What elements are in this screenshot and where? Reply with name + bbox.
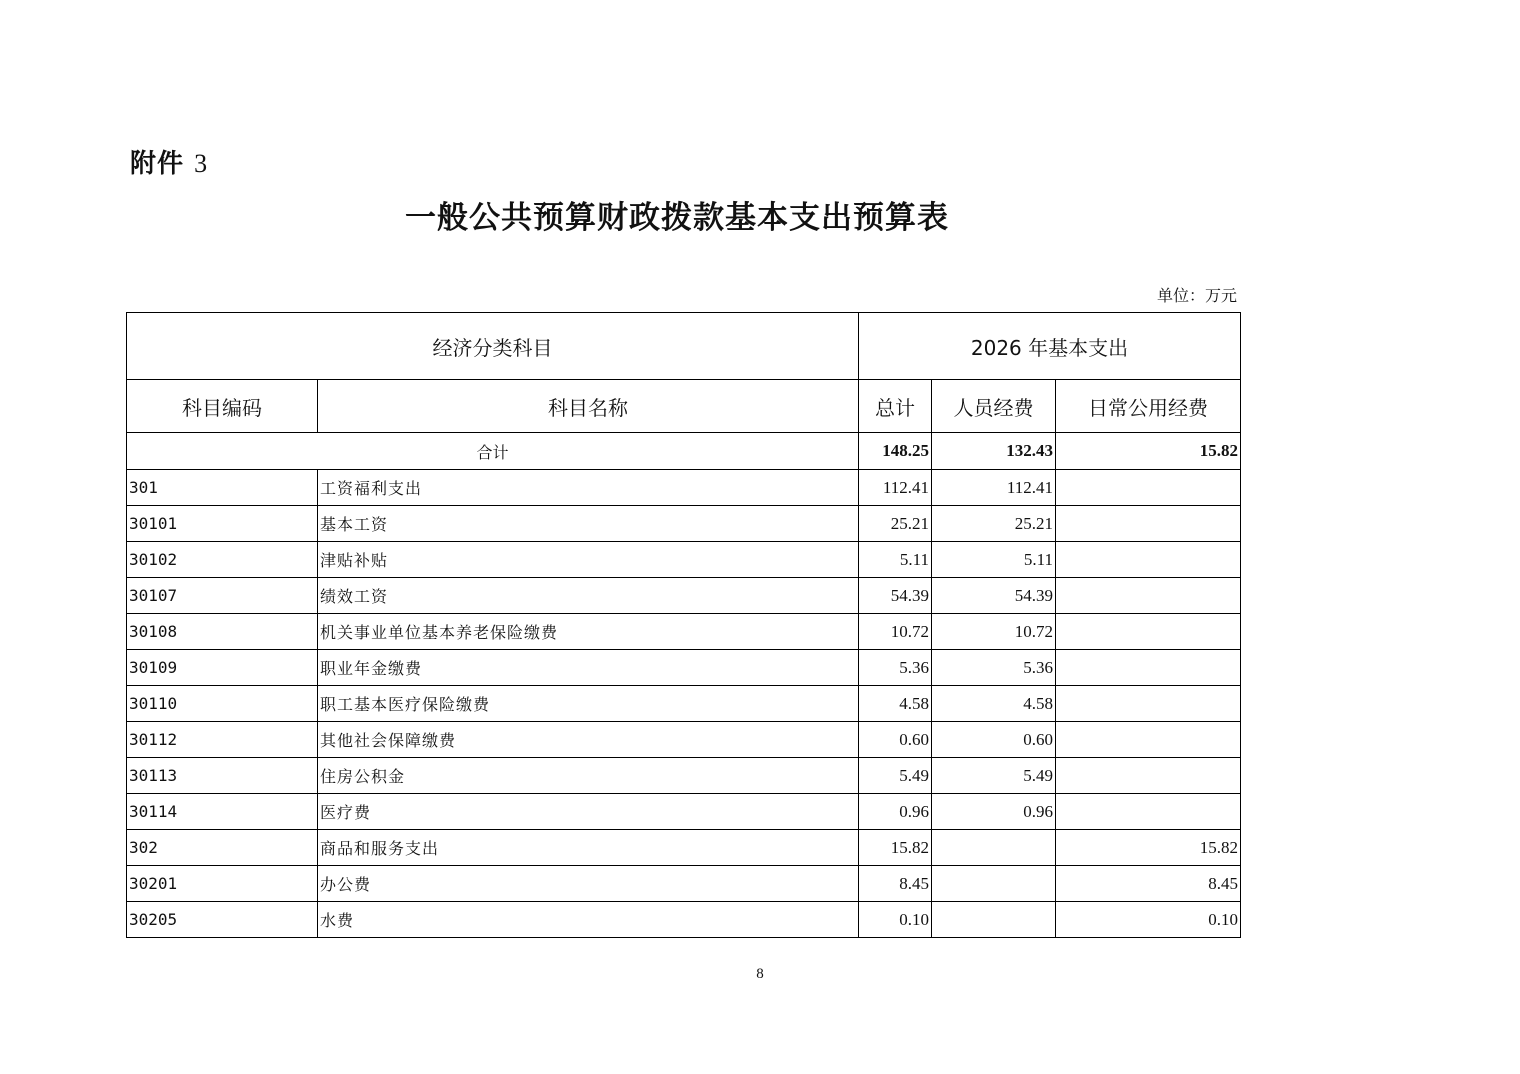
- table-row: [127, 794, 1241, 830]
- row-name: 工资福利支出: [318, 470, 859, 506]
- row-code: 30102: [127, 542, 318, 578]
- row-total: 4.58: [859, 686, 932, 722]
- row-public: [1056, 578, 1241, 614]
- row-total: 0.10: [859, 902, 932, 938]
- header-econ-category: 经济分类科目: [127, 313, 859, 380]
- table-row: [127, 506, 1241, 542]
- row-personnel: 25.21: [932, 506, 1056, 542]
- row-name: 基本工资: [318, 506, 859, 542]
- row-public: [1056, 758, 1241, 794]
- table-row: [127, 578, 1241, 614]
- attachment-label: [130, 143, 208, 180]
- header-total: 总计: [859, 380, 932, 433]
- attachment-text: 附件: [130, 149, 185, 179]
- row-total: 5.36: [859, 650, 932, 686]
- row-personnel: 10.72: [932, 614, 1056, 650]
- row-name: 医疗费: [318, 794, 859, 830]
- row-code: 30113: [127, 758, 318, 794]
- row-public: 0.10: [1056, 902, 1241, 938]
- table-row: [127, 758, 1241, 794]
- unit-label: 单位：万元: [1156, 286, 1237, 305]
- total-sum: 148.25: [859, 433, 932, 470]
- group-header-row: [127, 313, 1241, 380]
- table-row: [127, 542, 1241, 578]
- header-basic-expenditure: 2026 年基本支出: [859, 313, 1241, 380]
- row-personnel: 0.96: [932, 794, 1056, 830]
- row-code: 30101: [127, 506, 318, 542]
- row-public: 15.82: [1056, 830, 1241, 866]
- row-name: 职工基本医疗保险缴费: [318, 686, 859, 722]
- row-code: 30201: [127, 866, 318, 902]
- row-public: [1056, 614, 1241, 650]
- row-personnel: [932, 866, 1056, 902]
- table-row: [127, 902, 1241, 938]
- row-total: 54.39: [859, 578, 932, 614]
- row-total: 25.21: [859, 506, 932, 542]
- row-code: 30107: [127, 578, 318, 614]
- total-row: [127, 433, 1241, 470]
- row-total: 15.82: [859, 830, 932, 866]
- row-code: 302: [127, 830, 318, 866]
- row-name: 绩效工资: [318, 578, 859, 614]
- row-personnel: [932, 830, 1056, 866]
- row-public: [1056, 686, 1241, 722]
- budget-table: [126, 312, 1241, 938]
- row-name: 商品和服务支出: [318, 830, 859, 866]
- attachment-number: 3: [194, 149, 209, 178]
- row-total: 10.72: [859, 614, 932, 650]
- row-code: 30205: [127, 902, 318, 938]
- row-personnel: 0.60: [932, 722, 1056, 758]
- table-row: [127, 650, 1241, 686]
- table-row: [127, 866, 1241, 902]
- row-public: [1056, 506, 1241, 542]
- row-name: 办公费: [318, 866, 859, 902]
- row-code: 30110: [127, 686, 318, 722]
- row-name: 水费: [318, 902, 859, 938]
- row-public: [1056, 470, 1241, 506]
- row-public: [1056, 722, 1241, 758]
- row-total: 0.96: [859, 794, 932, 830]
- table-row: [127, 686, 1241, 722]
- header-name: 科目名称: [318, 380, 859, 433]
- table-row: [127, 722, 1241, 758]
- row-code: 30108: [127, 614, 318, 650]
- header-personnel: 人员经费: [932, 380, 1056, 433]
- row-code: 301: [127, 470, 318, 506]
- row-code: 30114: [127, 794, 318, 830]
- row-total: 112.41: [859, 470, 932, 506]
- row-personnel: 5.49: [932, 758, 1056, 794]
- page-title: 一般公共预算财政拨款基本支出预算表: [405, 200, 949, 236]
- column-header-row: [127, 380, 1241, 433]
- row-code: 30112: [127, 722, 318, 758]
- header-code: 科目编码: [127, 380, 318, 433]
- row-personnel: [932, 902, 1056, 938]
- row-total: 8.45: [859, 866, 932, 902]
- table-row: [127, 830, 1241, 866]
- page-number: 8: [756, 966, 764, 982]
- row-personnel: 54.39: [932, 578, 1056, 614]
- total-personnel: 132.43: [932, 433, 1056, 470]
- row-name: 津贴补贴: [318, 542, 859, 578]
- row-name: 职业年金缴费: [318, 650, 859, 686]
- row-code: 30109: [127, 650, 318, 686]
- table-row: [127, 614, 1241, 650]
- row-total: 5.11: [859, 542, 932, 578]
- row-personnel: 5.11: [932, 542, 1056, 578]
- total-label: 合计: [127, 433, 859, 470]
- row-name: 机关事业单位基本养老保险缴费: [318, 614, 859, 650]
- row-public: [1056, 542, 1241, 578]
- table-row: [127, 470, 1241, 506]
- row-personnel: 5.36: [932, 650, 1056, 686]
- row-public: 8.45: [1056, 866, 1241, 902]
- row-public: [1056, 650, 1241, 686]
- row-name: 其他社会保障缴费: [318, 722, 859, 758]
- row-name: 住房公积金: [318, 758, 859, 794]
- row-total: 5.49: [859, 758, 932, 794]
- total-public: 15.82: [1056, 433, 1241, 470]
- row-total: 0.60: [859, 722, 932, 758]
- row-public: [1056, 794, 1241, 830]
- row-personnel: 112.41: [932, 470, 1056, 506]
- row-personnel: 4.58: [932, 686, 1056, 722]
- header-public: 日常公用经费: [1056, 380, 1241, 433]
